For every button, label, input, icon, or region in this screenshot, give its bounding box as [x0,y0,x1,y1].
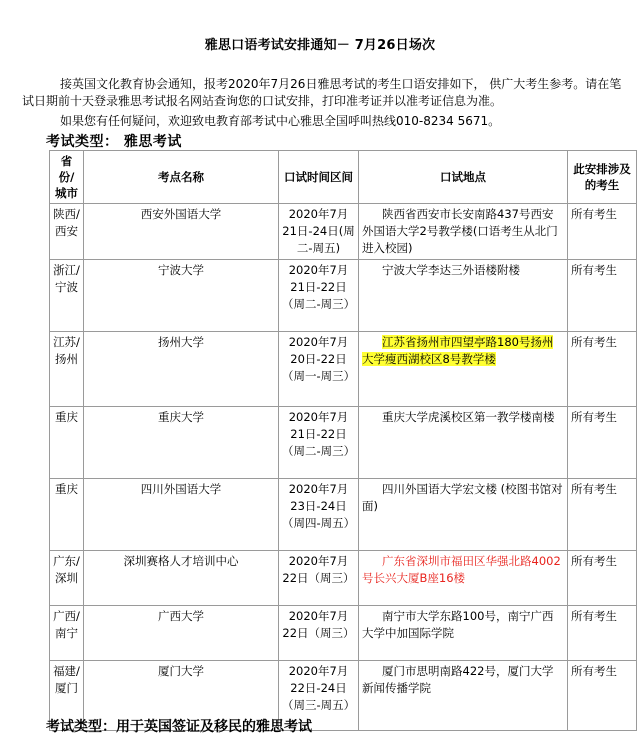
table-row [50,606,637,661]
table-row [50,479,637,551]
schedule-table [49,150,637,731]
cell-city: 重庆 [50,407,84,479]
cell-address [359,479,568,551]
table-row [50,407,637,479]
cell-candidates: 所有考生 [568,551,637,606]
cell-address [359,661,568,731]
table-row [50,260,637,332]
cell-time: 2020年7月22日（周三） [279,606,359,661]
cell-venue: 宁波大学 [84,260,279,332]
cell-venue: 西安外国语大学 [84,204,279,260]
cell-venue: 广西大学 [84,606,279,661]
intro-paragraph: 接英国文化教育协会通知，报考2020年7月26日雅思考试的考生口语安排如下， 供广大考生参考。请在笔试日期前十天登录雅思考试报名网站查询您的口试安排，打印准考证并以准考证信息为准。 [22,77,622,108]
cell-time: 2020年7月22日（周三） [279,551,359,606]
header-city: 省份/城市 [50,151,84,204]
address-text: 四川外国语大学宏文楼 (校图书馆对面) [362,482,563,513]
red-address: 广东省深圳市福田区华强北路4002号长兴大厦B座16楼 [362,554,561,585]
cell-city: 重庆 [50,479,84,551]
cell-time: 2020年7月21日-22日（周二-周三） [279,260,359,332]
cell-time: 2020年7月23日-24日（周四-周五） [279,479,359,551]
cell-candidates: 所有考生 [568,407,637,479]
cell-city: 江苏/扬州 [50,332,84,407]
table-row [50,204,637,260]
cell-address [359,551,568,606]
exam-type-heading: 考试类型： 雅思考试 [46,134,182,150]
cell-venue: 扬州大学 [84,332,279,407]
cell-address [359,606,568,661]
header-time: 口试时间区间 [279,151,359,204]
cell-candidates: 所有考生 [568,606,637,661]
cell-address [359,407,568,479]
cell-city: 陕西/西安 [50,204,84,260]
cell-candidates: 所有考生 [568,332,637,407]
cell-venue: 重庆大学 [84,407,279,479]
table-header-row [50,151,637,204]
cell-city: 广东/深圳 [50,551,84,606]
cell-city: 浙江/宁波 [50,260,84,332]
cell-candidates: 所有考生 [568,661,637,731]
address-text: 陕西省西安市长安南路437号西安外国语大学2号教学楼(口语考生从北门进入校园) [362,207,558,255]
cell-venue: 深圳赛格人才培训中心 [84,551,279,606]
cell-city: 广西/南宁 [50,606,84,661]
cell-venue: 四川外国语大学 [84,479,279,551]
cell-address [359,260,568,332]
address-text: 南宁市大学东路100号，南宁广西大学中加国际学院 [362,609,554,640]
highlighted-address: 江苏省扬州市四望亭路180号扬州大学瘦西湖校区8号教学楼 [362,335,554,366]
cell-address [359,204,568,260]
cell-candidates: 所有考生 [568,260,637,332]
header-candidates: 此安排涉及的考生 [568,151,637,204]
table-row [50,332,637,407]
cell-time: 2020年7月21日-24日(周二-周五) [279,204,359,260]
cell-candidates: 所有考生 [568,479,637,551]
next-exam-type-heading: 考试类型：用于英国签证及移民的雅思考试 [46,719,312,735]
cell-city: 福建/厦门 [50,661,84,731]
table-row [50,551,637,606]
cell-time: 2020年7月22日-24日（周三-周五） [279,661,359,731]
cell-address [359,332,568,407]
header-address: 口试地点 [359,151,568,204]
cell-candidates: 所有考生 [568,204,637,260]
address-text: 厦门市思明南路422号，厦门大学新闻传播学院 [362,664,554,695]
page-title: 雅思口语考试安排通知－ 7月26日场次 [204,38,436,53]
cell-time: 2020年7月20日-22日（周一-周三） [279,332,359,407]
hotline-paragraph: 如果您有任何疑问，欢迎致电教育部考试中心雅思全国呼叫热线010-8234 5671。 [60,114,501,128]
header-venue: 考点名称 [84,151,279,204]
address-text: 宁波大学李达三外语楼附楼 [382,263,520,277]
cell-venue: 厦门大学 [84,661,279,731]
cell-time: 2020年7月21日-22日（周二-周三） [279,407,359,479]
address-text: 重庆大学虎溪校区第一教学楼南楼 [382,410,555,424]
